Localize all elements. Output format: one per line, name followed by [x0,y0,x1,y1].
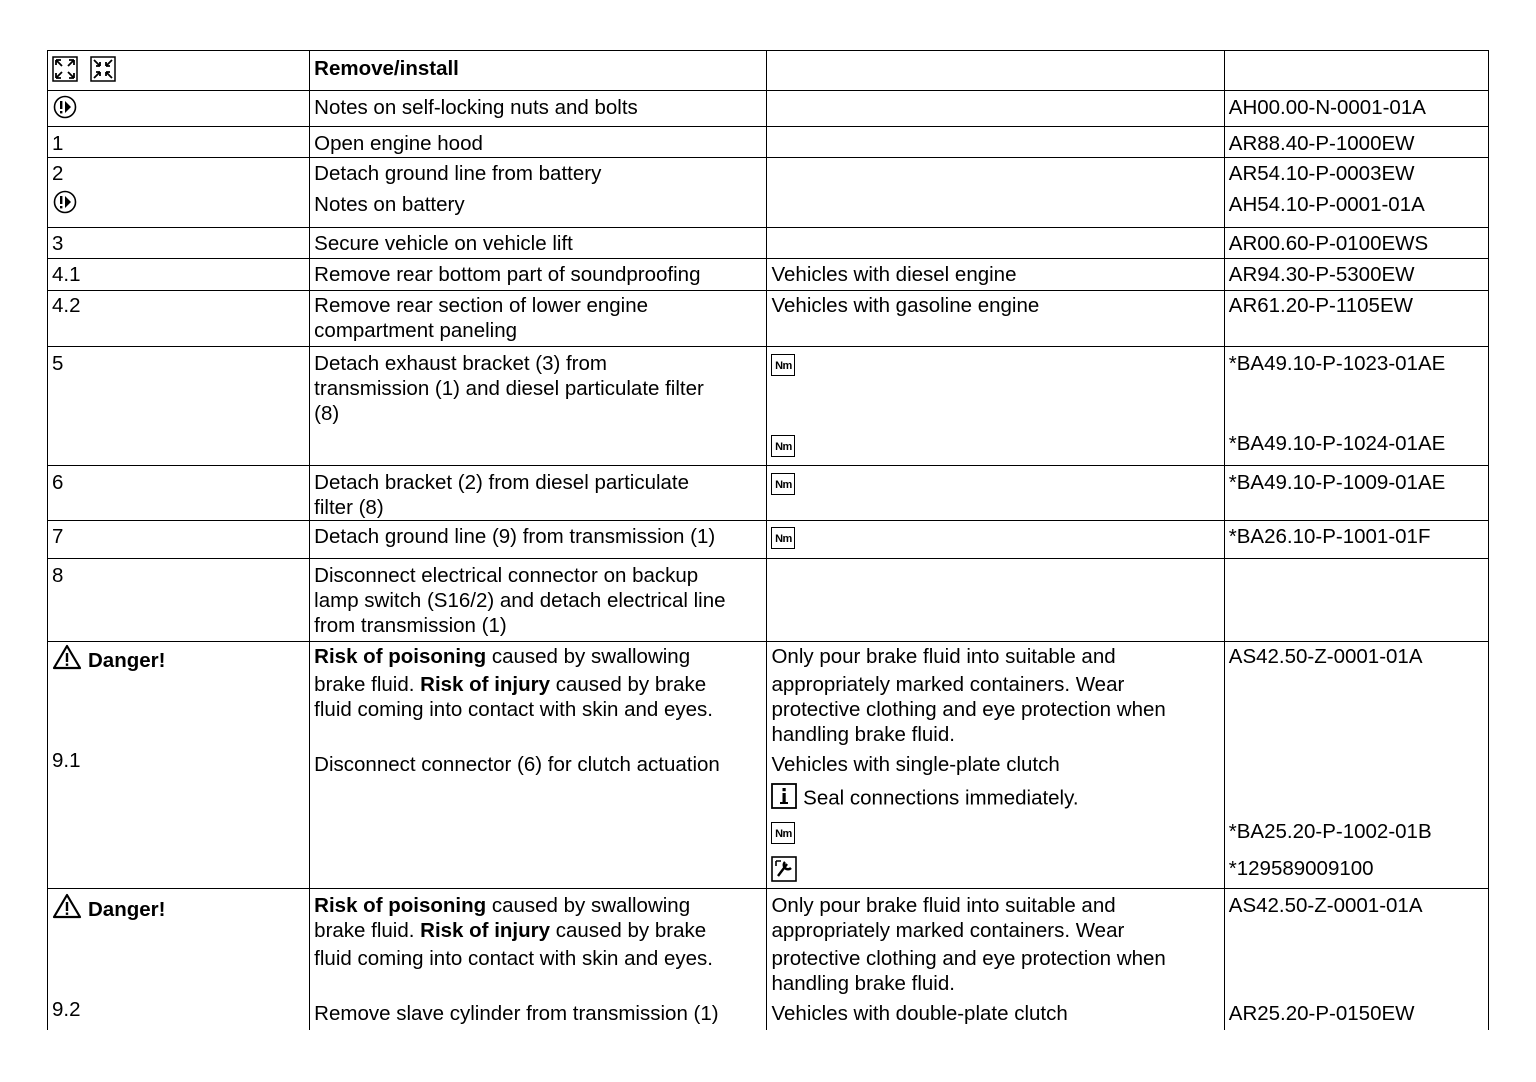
row-text-line: Remove rear section of lower engine [314,294,649,317]
doc-reference-link[interactable]: AR25.20-P-0150EW [1228,1002,1415,1025]
row-text-line: from transmission (1) [314,614,507,637]
row-text: Secure vehicle on vehicle lift [314,232,573,255]
warning-triangle-icon [52,644,82,676]
page-title: Remove/install [314,57,459,80]
risk-text: brake fluid. [314,919,421,942]
row-text-line: Disconnect electrical connector on backup [314,564,699,587]
torque-icon[interactable]: Nm [771,435,795,457]
doc-reference-link[interactable]: AS42.50-Z-0001-01A [1228,894,1423,917]
risk-text: caused by brake [550,919,707,942]
table-row [48,91,1489,127]
table-row [48,259,1489,291]
step-number: 2 [52,162,64,185]
step-number: 5 [52,352,64,375]
info-text: Seal connections immediately. [803,786,1079,810]
risk-label: Risk of injury [420,673,551,696]
table-row [48,228,1489,259]
doc-reference-link[interactable]: *BA25.20-P-1002-01B [1228,820,1432,843]
danger-label [52,644,165,676]
row-text-line: Detach bracket (2) from diesel particulate [314,471,690,494]
torque-icon[interactable]: Nm [771,354,795,376]
row-text: Open engine hood [314,132,483,155]
step-number: 3 [52,232,64,255]
risk-text: caused by swallowing [486,645,691,668]
risk-label: Risk of poisoning [314,645,487,668]
row-text-line: Detach exhaust bracket (3) from [314,352,607,375]
table-row [48,559,1489,642]
risk-text: fluid coming into contact with skin and eyes. [314,947,713,970]
row-note: Vehicles with single-plate clutch [771,753,1060,776]
doc-reference-link[interactable]: AH00.00-N-0001-01A [1228,96,1426,119]
table-row [48,127,1489,158]
torque-icon[interactable]: Nm [771,822,795,844]
doc-reference-link[interactable]: *BA49.10-P-1009-01AE [1228,471,1446,494]
danger-label [52,893,165,925]
row-text-line: lamp switch (S16/2) and detach electrical line [314,589,726,612]
danger-note-line: appropriately marked containers. Wear [771,673,1125,696]
collapse-arrows-icon[interactable] [90,56,116,88]
danger-text: Danger! [88,897,166,921]
row-note: Vehicles with diesel engine [771,263,1017,286]
row-text: Remove rear bottom part of soundproofing [314,263,701,286]
doc-reference-link[interactable]: AR54.10-P-0003EW [1228,162,1415,185]
header-row [48,51,1489,91]
doc-reference-link[interactable]: AR88.40-P-1000EW [1228,132,1415,155]
row-text: Detach ground line (9) from transmission (1) [314,525,716,548]
warning-triangle-icon [52,893,82,925]
row-text: Notes on battery [314,193,465,216]
risk-text: brake fluid. [314,673,421,696]
step-number: 6 [52,471,64,494]
danger-note-line: appropriately marked containers. Wear [771,919,1125,942]
torque-icon[interactable]: Nm [771,473,795,495]
table-row [48,347,1489,466]
danger-note-line: Only pour brake fluid into suitable and [771,894,1116,917]
risk-text: fluid coming into contact with skin and eyes. [314,698,713,721]
risk-text: caused by brake [550,673,707,696]
doc-reference-link[interactable]: *BA26.10-P-1001-01F [1228,525,1431,548]
table-row [48,889,1489,1030]
risk-label: Risk of poisoning [314,894,487,917]
doc-reference-link[interactable]: AH54.10-P-0001-01A [1228,193,1425,216]
row-text-line: (8) [314,402,340,425]
danger-note-line: handling brake fluid. [771,723,955,746]
risk-label: Risk of injury [420,919,551,942]
expand-arrows-icon[interactable] [52,56,78,88]
torque-icon[interactable]: Nm [771,527,795,549]
row-text: Notes on self-locking nuts and bolts [314,96,638,119]
tool-reference-link[interactable]: *129589009100 [1228,857,1374,880]
danger-note-line: protective clothing and eye protection when [771,698,1166,721]
row-text: Remove slave cylinder from transmission (1) [314,1002,719,1025]
row-note: Vehicles with double-plate clutch [771,1002,1068,1025]
step-number: 8 [52,564,64,587]
table-row [48,521,1489,559]
procedure-table [47,50,1489,1030]
row-text-line: transmission (1) and diesel particulate filter [314,377,704,400]
notice-icon [52,95,78,125]
step-number: 1 [52,132,64,155]
step-number: 7 [52,525,64,548]
row-note: Vehicles with gasoline engine [771,294,1040,317]
danger-note-line: handling brake fluid. [771,972,955,995]
doc-reference-link[interactable]: *BA49.10-P-1023-01AE [1228,352,1446,375]
risk-text: caused by swallowing [486,894,691,917]
step-number: 4.2 [52,294,81,317]
row-text-line: filter (8) [314,496,384,519]
doc-reference-link[interactable]: *BA49.10-P-1024-01AE [1228,432,1446,455]
table-row [48,642,1489,889]
doc-reference-link[interactable]: AR94.30-P-5300EW [1228,263,1415,286]
table-row [48,291,1489,347]
danger-text: Danger! [88,648,166,672]
document-page [47,50,1489,1026]
danger-note-line: protective clothing and eye protection when [771,947,1166,970]
table-row [48,466,1489,521]
doc-reference-link[interactable]: AR61.20-P-1105EW [1228,294,1413,317]
row-text: Detach ground line from battery [314,162,602,185]
row-text: Disconnect connector (6) for clutch actuation [314,753,720,776]
special-tool-icon[interactable] [771,856,797,888]
step-number: 9.2 [52,998,81,1021]
danger-note-line: Only pour brake fluid into suitable and [771,645,1116,668]
step-number: 4.1 [52,263,81,286]
info-icon [771,783,797,815]
notice-icon [52,190,78,220]
row-text-line: compartment paneling [314,319,518,342]
doc-reference-link[interactable]: AR00.60-P-0100EWS [1228,232,1429,255]
step-number: 9.1 [52,749,81,772]
table-row [48,158,1489,228]
doc-reference-link[interactable]: AS42.50-Z-0001-01A [1228,645,1423,668]
